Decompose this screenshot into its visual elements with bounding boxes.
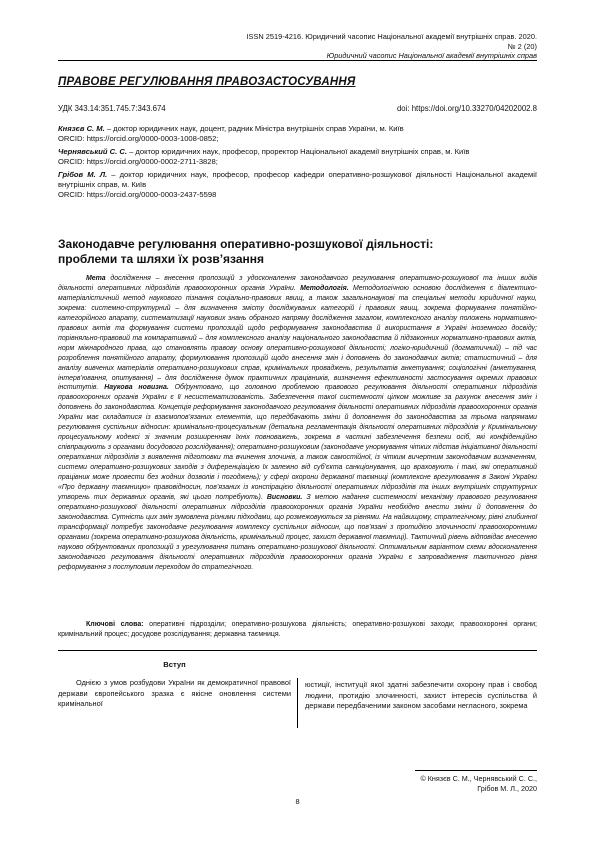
header-rule	[58, 60, 537, 61]
abstract-conclusions-text: З метою надання системності механізму правового регулювання оперативно-розшукової діяльності оперативних підрозділів правоохоронних органів України необхідно внести зміни й доповнення до законодавства. Сутність цих змін зумовлена різними підходами, що розмежовуються за рівнями. На найвищому, стратегічному, рівні глибинної трансформації потребує законодавче регулювання комплексу суспільних відносин, що пов’язані з протидією злочинності правоохоронними органами (зокрема оперативно-розшукова діяльність, кримінальний процес, захист державної таємниці). Тактичний рівень відповідає внесенню науково обґрунтованих пропозицій з урегулювання питань оперативно-розшукової діяльності. Оптимальним варіантом схеми вдосконалення законодавчого регулювання діяльності оперативних підрозділів правоохоронних органів України є запровадження тактичного рівня реформування з поступовим переходом до стратегічного.	[58, 493, 537, 571]
abstract-label-methodology: Методологія.	[300, 284, 349, 292]
authors-block	[58, 124, 537, 203]
abstract-label-conclusions: Висновки.	[266, 493, 303, 501]
keywords-label: Ключові слова:	[86, 621, 144, 628]
author-affiliation: – доктор юридичних наук, доцент, радник Міністра внутрішніх справ України, м. Київ	[104, 124, 404, 133]
author-orcid[interactable]: ORCID: https://orcid.org/0000-0003-1008-0852;	[58, 133, 219, 143]
author-name: Князєв С. М.	[58, 124, 105, 133]
footnote-rule	[415, 770, 537, 771]
author-name: Чернявський С. С.	[58, 147, 127, 157]
author-affiliation: – доктор юридичних наук, професор, професор кафедри оперативно-розшукової діяльності Національної академії внутрішніх справ, м. Київ	[58, 170, 537, 189]
abstract-methodology-text: Методологічною основою дослідження є діалектико-матеріалістичний метод наукового пізнання соціально-правових явищ, а також загальнонаукові та спеціальні методи юридичної науки, зокрема: системно-структурний – для визначення змісту досліджуваних категорій і правових явищ, зокрема формування понятійно-категорійного апарату, систематизації наукових знань обраного напряму дослідження загалом, комплексного аналізу положень нормативно-правових актів та формування системи пропозицій щодо реформування законодавства й використання в Україні іноземного досвіду; порівняльно-правовий та компаративний – для комплексного аналізу національного законодавства й підзаконних нормативно-правових актів, норм міжнародного права, що становлять правову основу оперативно-розшукової діяльності; логіко-юридичний (догматичний) – під час розроблення понятійного апарату, формулювання пропозицій щодо внесення змін і доповнень до законодавчих актів; статистичний – для аналізу вивчених матеріалів оперативно-розшукових справ, кримінальних проваджень, результатів анкетування; соціологічні (анкетування, інтерв’ювання, опитування) – для дослідження думок практичних працівників, визначення ефективності застосування окремих правових інститутів.	[58, 284, 537, 392]
abstract	[58, 274, 537, 573]
abstract-label-novelty: Наукова новизна.	[104, 384, 169, 392]
article-title-line: проблеми та шляхи їх розв’язання	[58, 252, 265, 266]
journal-name-line: Юридичний часопис Національної академії внутрішніх справ	[326, 51, 537, 60]
article-title	[58, 237, 537, 267]
article-title-line: Законодавче регулювання оперативно-розшукової діяльності:	[58, 237, 434, 251]
abstract-label-aim: Мета	[86, 275, 106, 282]
abstract-aim-text: дослідження – внесення пропозицій з удосконалення законодавчого регулювання оперативно-розшукової та інших видів діяльності оперативних підрозділів правоохоронних органів України.	[58, 275, 537, 292]
intro-heading: Вступ	[163, 660, 186, 669]
copyright-line: Грібов М. Л., 2020	[477, 783, 537, 793]
section-divider	[58, 650, 537, 651]
copyright-notice	[337, 774, 537, 793]
author-entry	[58, 124, 537, 143]
journal-header	[237, 32, 537, 61]
keywords	[58, 620, 537, 640]
author-orcid[interactable]: ORCID: https://orcid.org/0000-0002-2711-3828;	[58, 156, 218, 166]
abstract-novelty-text: Обґрунтовано, що головною проблемою правового регулювання діяльності оперативних підрозділів правоохоронних органів України є її несистематизованість. Забезпечення такої системності цілком можливе за рахунок внесення змін і доповнень до законодавства. Концепція реформування законодавчого регулювання діяльності оперативних підрозділів правоохоронних органів України має складатися із взаємопов’язаних елементів, що передбачають зміни й доповнення до законодавства за трьома напрямами регулювання суспільних відносин: кримінально-процесуальним (детальна регламентація діяльності оперативних підрозділів у Кримінальному процесуальному кодексі зі значним розширенням їхніх повноважень, зокрема в частині забезпечення безпеки осіб, які конфіденційно співпрацюють з органами досудового розслідування); оперативно-розшуковим (законодавче унормування чітких підстав ініціативної діяльності оперативних підрозділів з виявлення підготовки та вчинення злочинів, а також самостійної, із чітким вичерпним законодавчим визначенням, системи оперативно-розшукових заходів з диференціацією їх залежно від суб’єкта санкціонування, що враховують і такі, які оперативний працівник може провести без жодних дозволів і погоджень); у сфері охорони державної таємниці (комплексне врегулювання в Законі України «Про державну таємницю» правовідносин, пов’язаних із конспірацією діяльності оперативних підрозділів та інших внутрішніх структурних утворень тих державних органів, які цього потребують).	[58, 384, 538, 501]
author-name: Грібов М. Л.	[58, 170, 108, 180]
page-number: 8	[295, 797, 300, 806]
intro-left-column	[58, 660, 291, 710]
author-affiliation: – доктор юридичних наук, професор, проректор Національної академії внутрішніх справ, м. Київ	[126, 147, 470, 157]
keywords-text: оперативні підрозділи; оперативно-розшукова діяльність; оперативно-розшукові заходи; правоохоронні органи; кримінальний процес; досудове розслідування; державна таємниця.	[58, 621, 537, 638]
author-entry	[58, 147, 537, 166]
column-separator	[297, 678, 298, 728]
copyright-line: © Князєв С. М., Чернявський С. С.,	[420, 774, 537, 783]
udk-code: УДК 343.14:351.745.7:343.674	[58, 104, 166, 113]
author-entry	[58, 170, 537, 199]
journal-issn-line: ISSN 2519-4216. Юридичний часопис Національної академії внутрішніх справ. 2020. № 2 (20)	[246, 32, 537, 51]
author-orcid[interactable]: ORCID: https://orcid.org/0000-0003-2437-5598	[58, 189, 217, 199]
doi-link[interactable]: doi: https://doi.org/10.33270/04202002.8	[396, 104, 537, 113]
intro-right-text: юстиції, інституції якої здатні забезпечити охорону прав і свобод людини, протидію злочинності, захист інтересів суспільства й держави передбаченими законом засобами негласного, зокрема	[305, 680, 537, 711]
section-title: ПРАВОВЕ РЕГУЛЮВАННЯ ПРАВОЗАСТОСУВАННЯ	[58, 76, 356, 88]
intro-left-text: Однією з умов розбудови України як демократичної правової держави європейського зразка є якісне оновлення системи кримінальної	[58, 678, 291, 709]
